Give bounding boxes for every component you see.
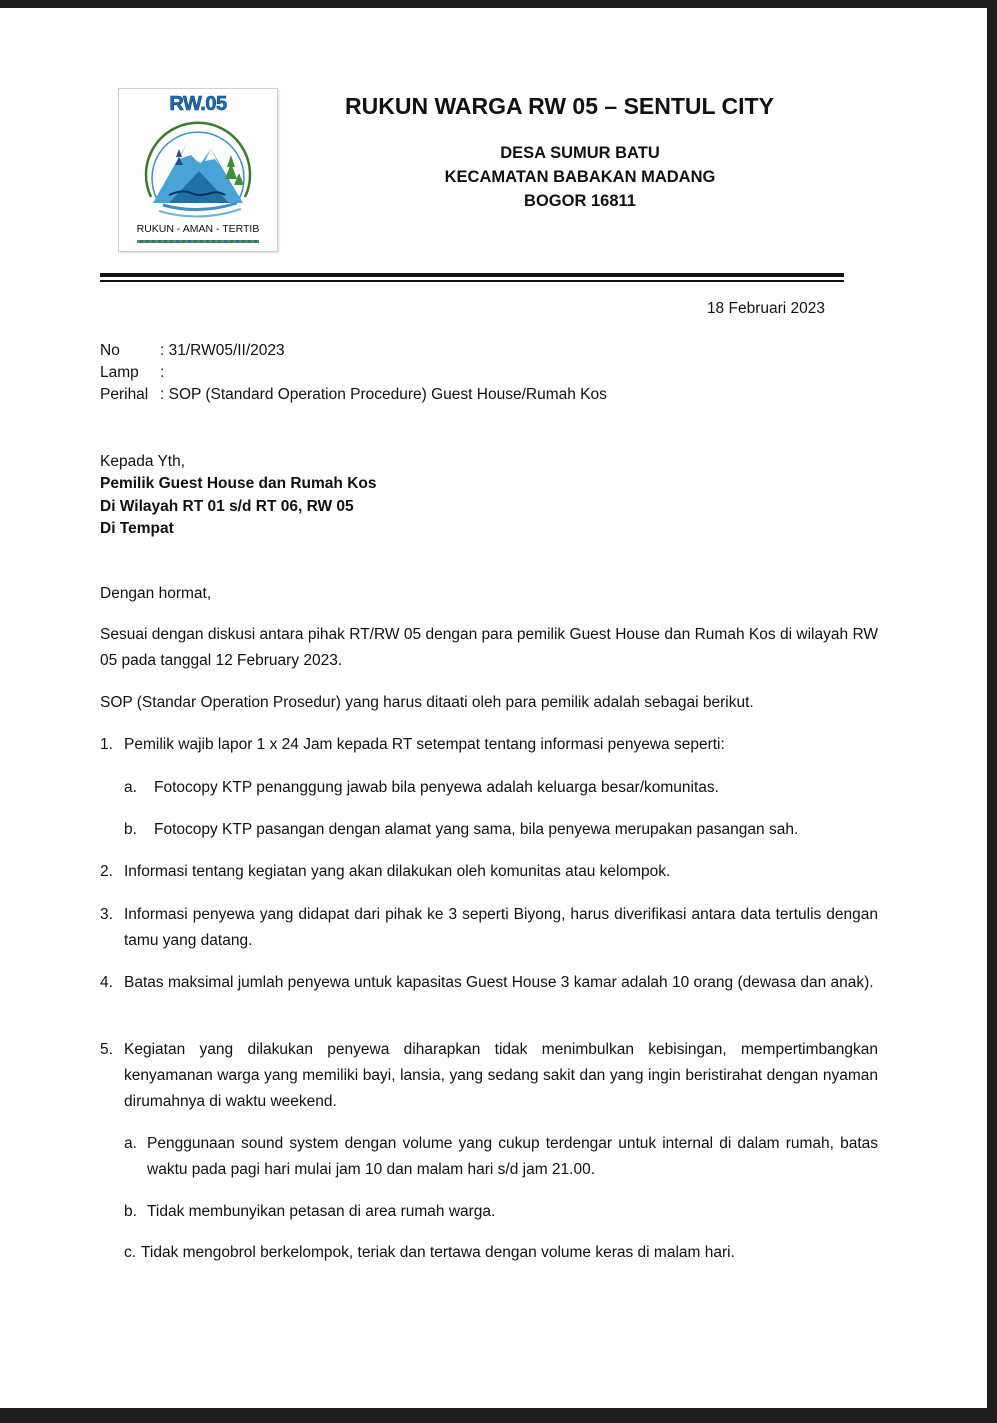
- mountain-emblem-icon: [139, 119, 257, 223]
- logo-motto: RUKUN - AMAN - TERTIB: [136, 223, 260, 235]
- recipient-greeting: Kepada Yth,: [100, 453, 186, 470]
- city-postcode: BOGOR 16811: [524, 192, 636, 210]
- header-divider-thick: [100, 273, 844, 277]
- sub-item-number: b.: [124, 1203, 137, 1220]
- no-label: No: [100, 342, 120, 359]
- sub-list-item: Tidak membunyikan petasan di area rumah warga.: [147, 1203, 496, 1220]
- perihal-value: : SOP (Standard Operation Procedure) Guest House/Rumah Kos: [160, 386, 607, 403]
- recipient-line1: Pemilik Guest House dan Rumah Kos: [100, 475, 377, 492]
- sub-list-item: Fotocopy KTP penanggung jawab bila penyewa adalah keluarga besar/komunitas.: [154, 779, 719, 796]
- list-item: Pemilik wajib lapor 1 x 24 Jam kepada RT setempat tentang informasi penyewa seperti:: [124, 736, 725, 753]
- perihal-label: Perihal: [100, 386, 149, 403]
- recipient-line2: Di Wilayah RT 01 s/d RT 06, RW 05: [100, 498, 354, 515]
- letter-page: [0, 8, 987, 1408]
- no-value: : 31/RW05/II/2023: [160, 342, 285, 359]
- sub-list-item: Fotocopy KTP pasangan dengan alamat yang sama, bila penyewa merupakan pasangan sah.: [154, 821, 799, 838]
- item-number: 1.: [100, 736, 113, 753]
- recipient-line3: Di Tempat: [100, 520, 174, 537]
- list-item: Kegiatan yang dilakukan penyewa diharapkan tidak menimbulkan kebisingan, mempertimbangkan kenyamanan warga yang memiliki bayi, lansia, yang sedang sakit dan yang ingin beristirahat dengan nyaman dirumahnya di waktu weekend.: [124, 1041, 878, 1110]
- rw05-logo: [118, 88, 278, 252]
- list-item: Informasi tentang kegiatan yang akan dilakukan oleh komunitas atau kelompok.: [124, 863, 671, 880]
- sub-item-number: a.: [124, 779, 137, 796]
- logo-title: RW.05: [169, 93, 227, 115]
- letter-date: 18 Februari 2023: [706, 300, 825, 317]
- list-item: Informasi penyewa yang didapat dari pihak ke 3 seperti Biyong, harus diverifikasi antara data tertulis dengan tamu yang datang.: [124, 906, 878, 949]
- sub-list-item: Penggunaan sound system dengan volume yang cukup terdengar untuk internal di dalam rumah, batas waktu pada pagi hari mulai jam 10 dan malam hari s/d jam 21.00.: [147, 1135, 878, 1178]
- sub-list-item: Tidak mengobrol berkelompok, teriak dan tertawa dengan volume keras di malam hari.: [141, 1244, 735, 1261]
- item-number: 3.: [100, 906, 113, 923]
- item-number: 4.: [100, 974, 113, 991]
- header-divider-thin: [100, 280, 844, 282]
- sub-item-number: b.: [124, 821, 137, 838]
- item-number: 5.: [100, 1041, 113, 1058]
- logo-subtitle-strip: [137, 240, 259, 243]
- district-name: KECAMATAN BABAKAN MADANG: [444, 168, 716, 186]
- list-item: Batas maksimal jumlah penyewa untuk kapasitas Guest House 3 kamar adalah 10 orang (dewasa dan anak).: [124, 974, 874, 991]
- item-number: 2.: [100, 863, 113, 880]
- org-name: RUKUN WARGA RW 05 – SENTUL CITY: [345, 93, 774, 119]
- sub-item-number: c.: [124, 1244, 137, 1261]
- lamp-value: :: [160, 364, 165, 381]
- salutation: Dengan hormat,: [100, 585, 212, 602]
- sop-intro: SOP (Standar Operation Prosedur) yang harus ditaati oleh para pemilik adalah sebagai berikut.: [100, 694, 754, 711]
- intro-paragraph: Sesuai dengan diskusi antara pihak RT/RW 05 dengan para pemilik Guest House dan Rumah Kos di wilayah RW 05 pada tanggal 12 February 2023.: [100, 626, 878, 669]
- sub-item-number: a.: [124, 1135, 137, 1152]
- lamp-label: Lamp: [100, 364, 139, 381]
- village-name: DESA SUMUR BATU: [500, 144, 660, 162]
